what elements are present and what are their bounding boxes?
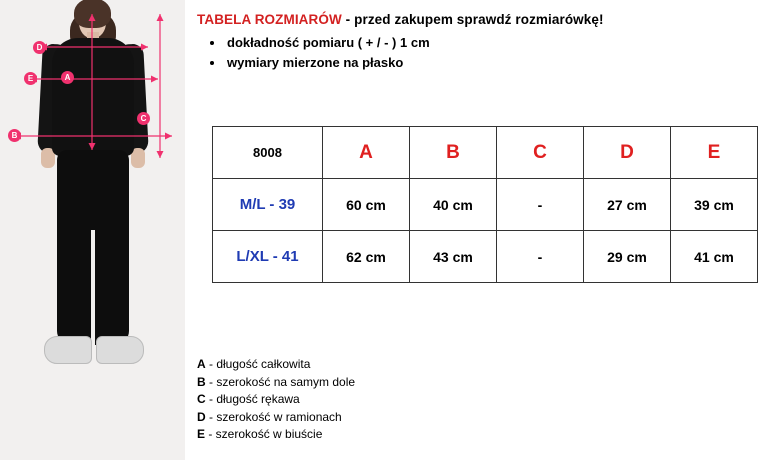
- size-table: [212, 126, 758, 283]
- legend-text-c: - długość rękawa: [205, 392, 300, 406]
- column-header-d: D: [584, 127, 671, 179]
- legend-item-b: [197, 374, 355, 392]
- legend-item-c: [197, 391, 355, 409]
- legend-text-d: - szerokość w ramionach: [205, 409, 342, 424]
- legend-item-a: [197, 356, 355, 374]
- page-title-rest: - przed zakupem sprawdź rozmiarówkę!: [341, 12, 604, 27]
- marker-a: A: [61, 71, 74, 84]
- legend-key-c: C: [197, 392, 206, 406]
- table-row: [213, 179, 758, 231]
- column-header-b: B: [410, 127, 497, 179]
- cell-d: 29 cm: [584, 231, 671, 283]
- note-item: • dokładność pomiaru ( + / - ) 1 cm: [225, 33, 430, 53]
- cell-a: 60 cm: [323, 179, 410, 231]
- size-chart-content: [193, 0, 768, 460]
- marker-d: D: [33, 41, 46, 54]
- legend-key-b: B: [197, 374, 206, 389]
- column-header-a: A: [323, 127, 410, 179]
- page-title-accent: TABELA ROZMIARÓW: [197, 12, 342, 27]
- product-code-cell: 8008: [213, 127, 323, 179]
- cell-c: -: [497, 231, 584, 283]
- legend-key-a: A: [197, 357, 206, 371]
- legend-text-b: - szerokość na samym dole: [205, 374, 356, 389]
- cell-b: 40 cm: [410, 179, 497, 231]
- marker-e: E: [24, 72, 37, 85]
- note-item: • wymiary mierzone na płasko: [225, 53, 430, 73]
- cell-e: 39 cm: [671, 179, 758, 231]
- legend-key-e: E: [197, 427, 206, 441]
- legend-item-e: [197, 426, 355, 444]
- cell-e: 41 cm: [671, 231, 758, 283]
- table-row: [213, 231, 758, 283]
- cell-b: 43 cm: [410, 231, 497, 283]
- cell-a: 62 cm: [323, 231, 410, 283]
- column-header-e: E: [671, 127, 758, 179]
- legend-text-e: - szerokość w biuście: [205, 427, 323, 441]
- page-title: [197, 12, 604, 27]
- cell-d: 27 cm: [584, 179, 671, 231]
- legend-item-d: [197, 409, 355, 427]
- size-label: M/L - 39: [213, 179, 323, 231]
- model-photo-panel: [0, 0, 185, 460]
- measurement-legend: [197, 356, 355, 444]
- marker-c: C: [137, 112, 150, 125]
- legend-key-d: D: [197, 409, 206, 424]
- table-header-row: [213, 127, 758, 179]
- measurement-notes: [209, 33, 430, 73]
- size-label: L/XL - 41: [213, 231, 323, 283]
- column-header-c: C: [497, 127, 584, 179]
- marker-b: B: [8, 129, 21, 142]
- legend-text-a: - długość całkowita: [205, 357, 311, 371]
- measurement-overlay: [0, 0, 185, 460]
- cell-c: -: [497, 179, 584, 231]
